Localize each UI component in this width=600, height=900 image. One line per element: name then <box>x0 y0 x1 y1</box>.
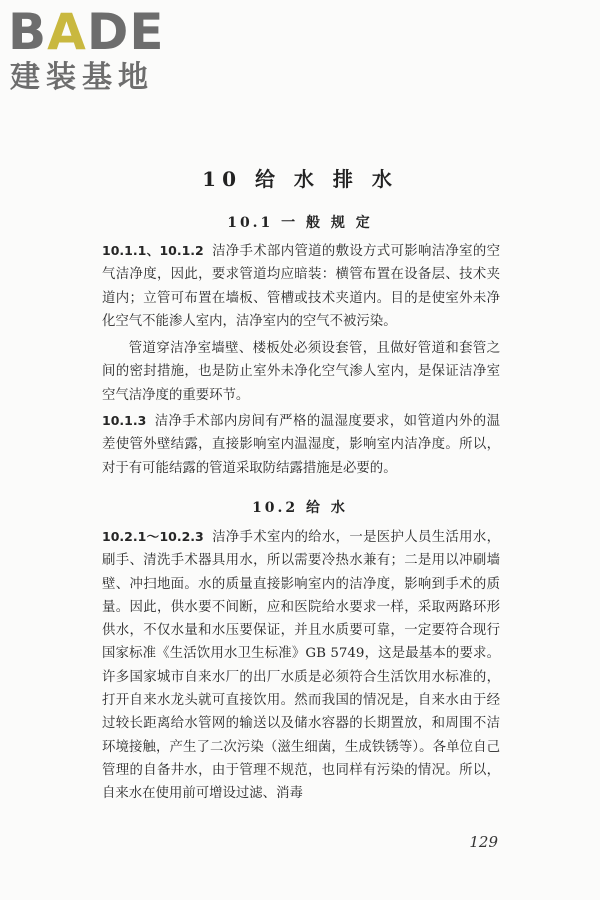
paragraph-pipe-sleeve <box>102 337 500 407</box>
paragraph-10-2-1 <box>102 525 500 806</box>
clause-number: 10.1.3 <box>102 413 147 428</box>
page-number: 129 <box>469 833 498 851</box>
clause-number: 10.2.1～10.2.3 <box>102 529 204 544</box>
section-title-water-supply: 10.2 给 水 <box>252 500 348 516</box>
paragraph-text: 洁净手术部内房间有严格的温湿度要求，如管道内外的温差使管外壁结露，直接影响室内温湿度，影响室内洁净度。所以，对于有可能结露的管道采取防结露措施是必要的。 <box>102 414 500 476</box>
clause-number: 10.1.1、10.1.2 <box>102 243 204 258</box>
logo-chinese: 建装基地 <box>10 60 154 95</box>
section-title-general: 10.1 一 般 规 定 <box>227 215 373 231</box>
paragraph-text: 洁净手术部内管道的敷设方式可影响洁净室的空气洁净度，因此，要求管道均应暗装：横管布置在设备层、技术夹道内；立管可布置在墙板、管槽或技术夹道内。目的是使室外未净化空气不能渗人室内，洁净室内的空气不被污染。 <box>102 244 500 329</box>
chapter-title: 10 给 水 排 水 <box>202 167 398 191</box>
watermark-logo <box>8 3 188 96</box>
paragraph-10-1-3 <box>102 409 500 480</box>
paragraph-text: 洁净手术室内的给水，一是医护人员生活用水，刷手、清洗手术器具用水，所以需要冷热水兼有；二是用以冲刷墙壁、冲扫地面。水的质量直接影响室内的洁净度，影响到手术的质量。因此，供水要不间断，应和医院给水要求一样，采取两路环形供水，不仅水量和水压要保证，并且水质要可靠，一定要符合现行国家标准《生活饮用水卫生标准》GB 5749，这是最基本的要求。许多国家城市自来水厂的出厂水质是必须符合生活饮用水标准的，打开自来水龙头就可直接饮用。然而我国的情况是，自来水由于经过较长距离给水管网的输送以及储水容器的长期置放，和周围不洁环境接触，产生了二次污染（滋生细菌，生成铁锈等）。各单位自己管理的自备井水，由于管理不规范，也同样有污染的情况。所以，自来水在使用前可增设过滤、消毒 <box>102 530 500 802</box>
logo-wordmark: BADE <box>8 3 165 61</box>
paragraph-text: 管道穿洁净室墙壁、楼板处必须设套管，且做好管道和套管之间的密封措施，也是防止室外未净化空气渗人室内，是保证洁净室空气洁净度的重要环节。 <box>102 341 500 403</box>
paragraph-10-1-1 <box>102 239 500 333</box>
